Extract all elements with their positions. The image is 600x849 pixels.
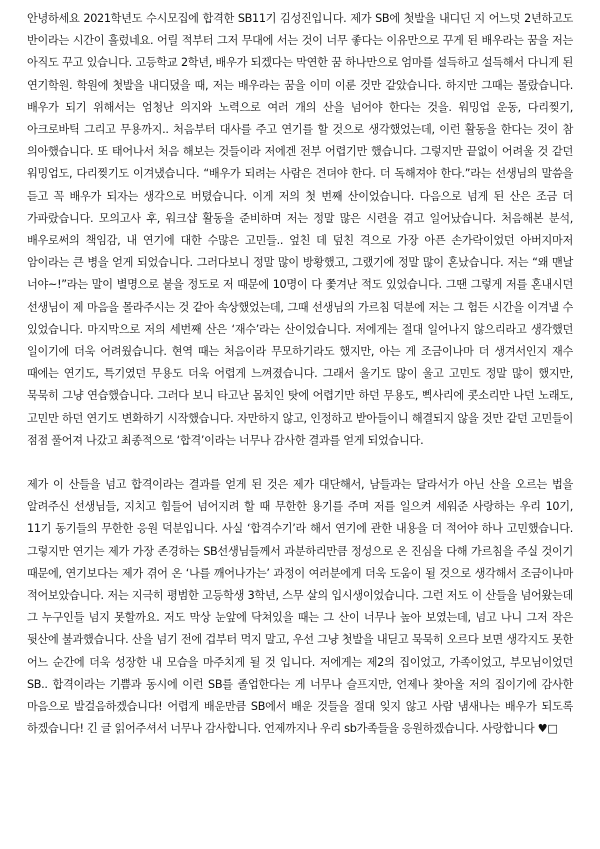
paragraph-intro: 안녕하세요 2021학년도 수시모집에 합격한 SB11기 김성진입니다. 제가 SB에 첫발을 내디딘 지 어느덧 2년하고도 반이라는 시간이 흘렀네요. 어릴 적부터 그저 무대에 서는 것이 너무 좋다는 이유만으로 꾸게 된 배우라는 꿈을 저는 아직도 꾸고 있습니다. 고등학교 2학년, 배우가 되겠다는 막연한 꿈 하나만으로 엄마를 설득하고 설득해서 다니게 된 연기학원. 학원에 첫발을 내디뎠을 때, 저는 배우라는 꿈을 이미 이룬 것만 같았습니다. 하지만 그때는 몰랐습니다. 배우가 되기 위해서는 엄청난 의지와 노력으로 여러 개의 산을 넘어야 한다는 것을. 워밍업 운동, 다리찢기, 아크로바틱 그리고 무용까지.. 처음부터 대사를 주고 연기를 할 것으로 생각했었는데, 이런 활동을 한다는 것이 참 의아했습니다. 또 태어나서 처음 해보는 것들이라 저에겐 전부 어렵기만 했습니다. 그렇지만 끝없이 어려울 것 같던 워밍업도, 다리찢기도 이겨냈습니다. “배우가 되려는 사람은 견뎌야 한다. 더 독해져야 한다.”라는 선생님의 말씀을 듣고 꼭 배우가 되자는 생각으로 버텼습니다. 이게 저의 첫 번째 산이었습니다. 다음으로 넘게 된 산은 조금 더 가파랐습니다. 모의고사 후, 워크샵 활동을 준비하며 저는 정말 많은 시련을 겪고 일어났습니다. 처음해본 분석, 배우로써의 책임감, 내 연기에 대한 수많은 고민들.. 엎친 데 덮친 격으로 가장 아픈 손가락이었던 아버지마저 암이라는 큰 병을 얻게 되었습니다. 그러다보니 정말 많이 방황했고, 그랬기에 정말 많이 혼났습니다. 저는 “왜 맨날 너야~!”라는 말이 별명으로 붙을 정도로 저 때문에 10명이 다 쫓겨난 적도 있었습니다. 그땐 그렇게 저를 혼내시던 선생님이 제 마음을 몰라주시는 것 같아 속상했었는데, 그때 선생님의 가르침 덕분에 저는 그 험든 시간을 이겨낼 수 있었습니다. 마지막으로 저의 세번째 산은 ‘재수’라는 산이었습니다. 저에게는 절대 일어나지 않으리라고 생각했던 일이기에 더욱 어려웠습니다. 현역 때는 처음이라 무모하기라도 했지만, 아는 게 조금이나마 더 생겨서인지 재수 때에는 연기도, 특기였던 무용도 더욱 어렵게 느껴졌습니다. 그래서 울기도 많이 울고 고민도 정말 많이 했지만, 묵묵히 그냥 연습했습니다. 그러다 보니 타고난 몸치인 탓에 어렵기만 하던 무용도, 삑사리에 콧소리만 나던 노래도, 고민만 하던 연기도 변화하기 시작했습니다. 자만하지 않고, 인정하고 받아들이니 해결되지 않을 것만 같던 고민들이 점점 풀어져 나갔고 최종적으로 ‘합격’이라는 너무나 감사한 결과를 얻게 되었습니다. xyxy=(27,12,573,447)
paragraph-closing: 제가 이 산들을 넘고 합격이라는 결과를 얻게 된 것은 제가 대단해서, 남들과는 달라서가 아닌 산을 오르는 법을 알려주신 선생님들, 지치고 힘들어 넘어지려 할 때 무한한 용기를 주며 저를 일으켜 세워준 사랑하는 우리 10기, 11기 동기들의 무한한 응원 덕분입니다. 사실 ‘합격수기’라 해서 연기에 관한 내용을 더 적어야 하나 고민했습니다. 그렇지만 연기는 제가 가장 존경하는 SB선생님들께서 과분하리만큼 정성으로 온 진심을 다해 가르침을 주실 것이기 때문에, 연기보다는 제가 겪어 온 ‘나를 깨어나가는’ 과정이 여러분에게 더욱 도움이 될 것으로 생각해서 조금이나마 적어보았습니다. 저는 지극히 평범한 고등학생 3학년, 스무 살의 입시생이었습니다. 그런 저도 이 산들을 넘어왔는데 그 누구인들 넘지 못할까요. 저도 막상 눈앞에 닥쳐있을 때는 그 산이 너무나 높아 보였는데, 넘고 나니 그저 작은 뒷산에 불과했습니다. 산을 넘기 전에 겁부터 먹지 말고, 우선 그냥 첫발을 내딛고 묵묵히 오르다 보면 생각지도 못한 어느 순간에 더욱 성장한 내 모습을 마주치게 될 것 입니다. 저에게는 제2의 집이었고, 가족이었고, 부모님이었던 SB.. 합격이라는 기쁨과 동시에 이런 SB를 졸업한다는 게 너무나 슬프지만, 언제나 찾아올 저의 집이기에 감사한 마음으로 발걸음하겠습니다! 어렵게 배운만큼 SB에서 배운 것들을 절대 잊지 않고 사람 냄새나는 배우가 되도록 하겠습니다! 긴 글 읽어주셔서 너무나 감사합니다. 언제까지나 우리 sb가족들을 응원하겠습니다. 사랑합니다 ♥□ xyxy=(27,478,573,736)
